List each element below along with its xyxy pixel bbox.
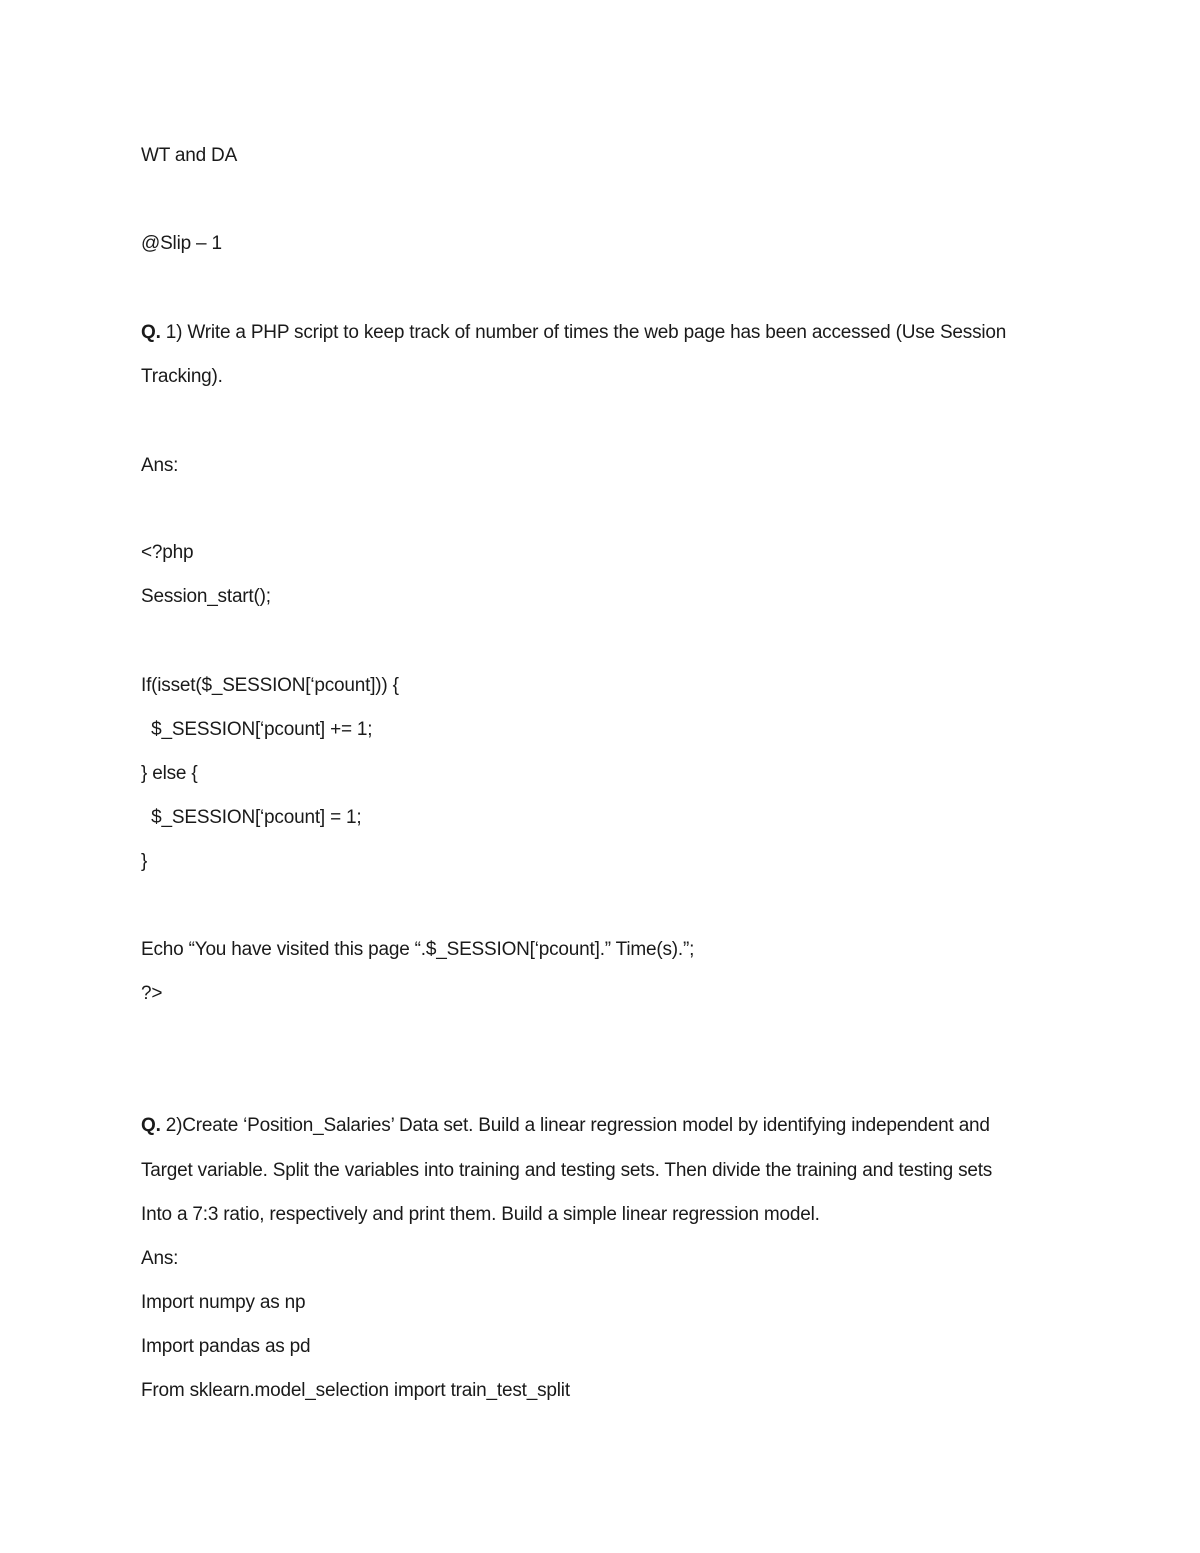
slip-number: @Slip – 1	[141, 233, 222, 254]
question-1-line-2: Tracking).	[141, 366, 223, 387]
code-line: If(isset($_SESSION[‘pcount])) {	[141, 675, 399, 696]
question-1-line-1	[141, 321, 1006, 345]
question-2-line-3: Into a 7:3 ratio, respectively and print them. Build a simple linear regression model.	[141, 1204, 820, 1225]
answer-2-label: Ans:	[141, 1248, 179, 1269]
code-line: }	[141, 851, 148, 872]
question-1-label: Q.	[141, 322, 161, 343]
question-2-line-1	[141, 1114, 990, 1138]
code-line: Echo “You have visited this page “.$_SESSION[‘pcount].” Time(s).”;	[141, 939, 695, 960]
question-1-text: 1) Write a PHP script to keep track of number of times the web page has been accessed (Use Session	[160, 322, 1007, 343]
code-line: Session_start();	[141, 586, 271, 607]
question-2-label: Q.	[141, 1115, 161, 1136]
code-line: $_SESSION[‘pcount] = 1;	[141, 807, 362, 828]
question-2-text: 2)Create ‘Position_Salaries’ Data set. Build a linear regression model by identifying independent and	[160, 1115, 990, 1136]
code-line: Import pandas as pd	[141, 1336, 311, 1357]
code-line: Import numpy as np	[141, 1292, 306, 1313]
code-line: } else {	[141, 763, 198, 784]
code-line: <?php	[141, 542, 194, 563]
code-line: From sklearn.model_selection import train_test_split	[141, 1380, 570, 1401]
code-line: ?>	[141, 983, 163, 1004]
document-header: WT and DA	[141, 145, 238, 166]
question-2-line-2: Target variable. Split the variables into training and testing sets. Then divide the training and testing sets	[141, 1160, 993, 1181]
answer-1-label: Ans:	[141, 455, 179, 476]
code-line: $_SESSION[‘pcount] += 1;	[141, 719, 373, 740]
